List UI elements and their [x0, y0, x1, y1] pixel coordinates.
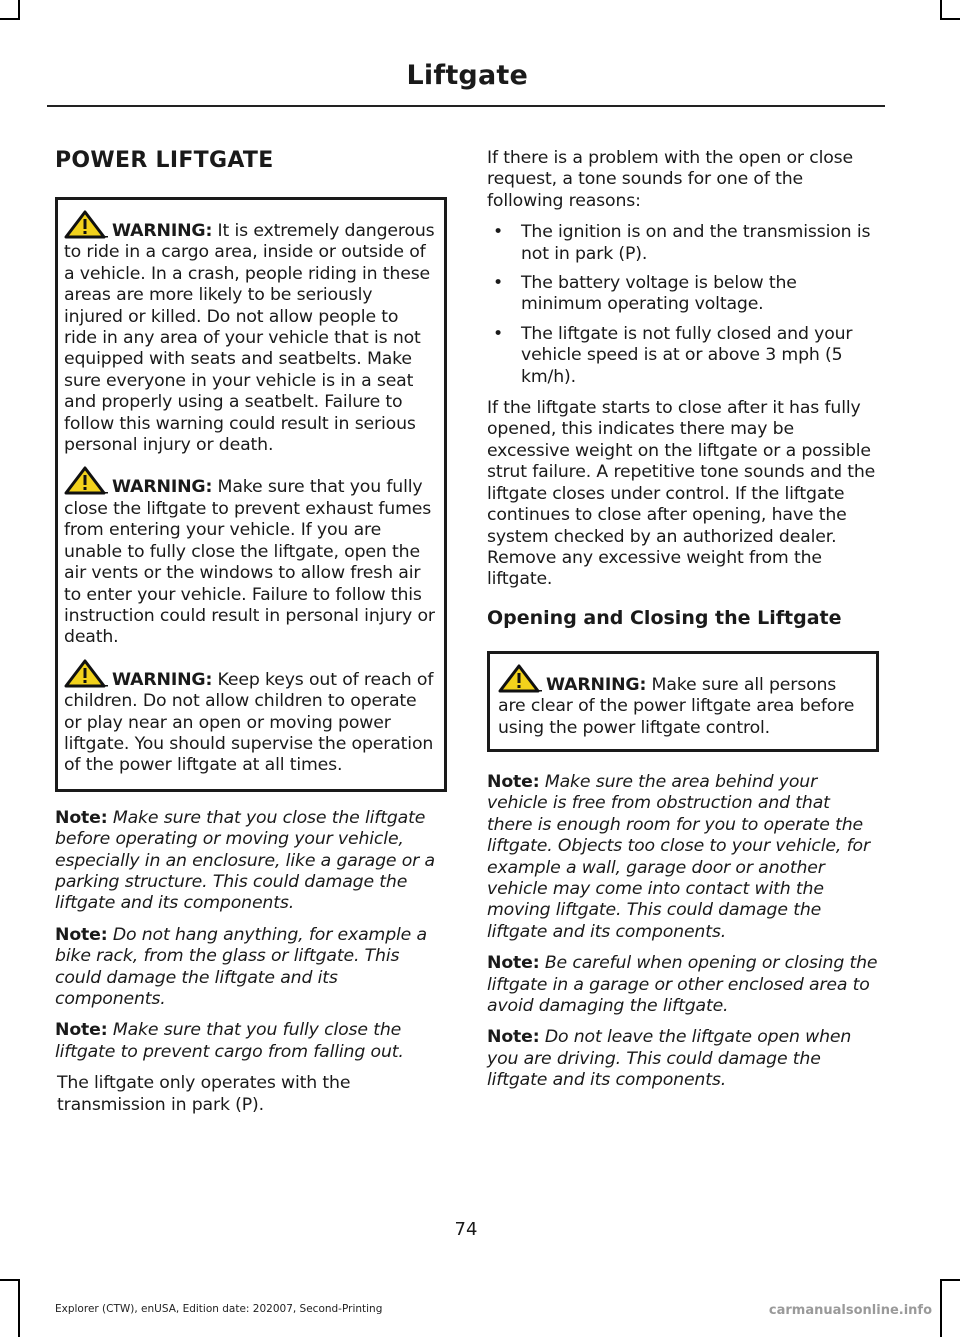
page-header-title: Liftgate	[406, 60, 528, 91]
warning-label: WARNING:	[546, 674, 647, 695]
warning-label: WARNING:	[112, 669, 213, 690]
warning-box	[55, 197, 447, 792]
warning-body: It is extremely dangerous to ride in a cargo area, inside or outside of a vehicle. In a crash, people riding in these areas are more likely to be seriously injured or killed. Do not allow people to ride in any area of your vehicle that is not equipped with seats and seatbelts. Make sure everyone in your vehicle is in a seat and properly using a seatbelt. Failure to follow this warning could result in serious personal injury or death.	[64, 221, 435, 456]
notes-group	[487, 772, 879, 1092]
note-label: Note:	[487, 1027, 540, 1048]
warning-body: Make sure that you fully close the liftgate to prevent exhaust fumes from entering your vehicle. If you are unable to fully close the liftgate, open the air vents or the windows to allow fresh air to enter your vehicle. Failure to follow this instruction could result in personal injury or death.	[64, 477, 435, 648]
list-item: • The ignition is on and the transmission is not in park (P).	[487, 222, 879, 265]
warning-box	[487, 651, 879, 752]
note-paragraph	[487, 953, 879, 1017]
warning-label: WARNING:	[112, 477, 213, 498]
body-paragraph: If the liftgate starts to close after it has fully opened, this indicates there may be excessive weight on the liftgate or a possible strut failure. A repetitive tone sounds and the liftgate closes under control. If the liftgate continues to close after opening, have the system checked by an authorized dealer. Remove any excessive weight from the liftgate.	[487, 398, 876, 590]
crop-mark	[0, 1279, 20, 1281]
warning-body: Make sure all persons are clear of the power liftgate area before using the power liftgate control.	[498, 674, 855, 738]
crop-mark	[940, 18, 960, 20]
crop-mark	[940, 1279, 960, 1281]
warning-text	[64, 659, 436, 777]
note-paragraph	[55, 808, 447, 915]
reasons-list	[487, 222, 879, 388]
note-paragraph	[55, 925, 447, 1011]
warning-body: Keep keys out of reach of children. Do not allow children to operate or play near an open or moving power liftgate. You should supervise the operation of the power liftgate at all times.	[64, 669, 434, 776]
header-divider	[47, 105, 885, 107]
right-column	[487, 148, 879, 1102]
note-text: Make sure that you fully close the liftgate to prevent cargo from falling out.	[55, 1020, 404, 1062]
warning-block	[64, 466, 436, 648]
warning-text	[64, 210, 436, 456]
warning-text	[498, 664, 868, 739]
note-label: Note:	[487, 771, 540, 792]
note-text: Make sure the area behind your vehicle is free from obstruction and that there is enough room for you to operate the liftgate. Objects too close to your vehicle, for example a wall, garage door or another vehicle may come into contact with the moving liftgate. This could damage the liftgate and its components.	[487, 771, 870, 942]
warning-text	[64, 466, 436, 648]
watermark: carmanualsonline.info	[768, 1303, 932, 1318]
list-item: • The liftgate is not fully closed and your vehicle speed is at or above 3 mph (5 km/h).	[487, 324, 879, 388]
crop-mark	[940, 1279, 942, 1337]
crop-mark	[940, 0, 942, 20]
page-number: 74	[454, 1219, 478, 1240]
notes-group	[55, 808, 447, 1063]
warning-triangle-icon	[498, 664, 542, 694]
warning-triangle-icon	[64, 210, 108, 240]
list-item: • The battery voltage is below the minimum operating voltage.	[487, 273, 879, 316]
warning-block	[64, 659, 436, 777]
footer-edition: Explorer (CTW), enUSA, Edition date: 202007, Second-Printing	[55, 1303, 383, 1315]
note-text: Make sure that you close the liftgate before operating or moving your vehicle, especially in an enclosure, like a garage or a parking structure. This could damage the liftgate and its components.	[55, 807, 435, 914]
crop-mark	[0, 18, 20, 20]
note-paragraph	[487, 1027, 879, 1091]
note-label: Note:	[55, 807, 108, 828]
crop-mark	[18, 1279, 20, 1337]
note-text: Be careful when opening or closing the liftgate in a garage or other enclosed area to avoid damaging the liftgate.	[487, 953, 878, 1016]
note-paragraph	[487, 772, 879, 943]
note-label: Note:	[55, 1020, 108, 1041]
warning-triangle-icon	[64, 659, 108, 689]
warning-block	[64, 210, 436, 456]
section-title: POWER LIFTGATE	[55, 148, 274, 173]
crop-mark	[18, 0, 20, 20]
warning-triangle-icon	[64, 466, 108, 496]
intro-paragraph: If there is a problem with the open or close request, a tone sounds for one of the following reasons:	[487, 148, 853, 211]
note-text: Do not leave the liftgate open when you are driving. This could damage the liftgate and its components.	[487, 1027, 852, 1091]
note-label: Note:	[487, 953, 540, 974]
note-label: Note:	[55, 924, 108, 945]
warning-label: WARNING:	[112, 221, 213, 241]
left-column	[55, 148, 447, 1126]
warning-block	[498, 664, 868, 739]
note-text: Do not hang anything, for example a bike rack, from the glass or liftgate. This could damage the liftgate and its components.	[55, 924, 427, 1009]
subsection-title: Opening and Closing the Liftgate	[487, 606, 842, 629]
note-paragraph	[55, 1020, 447, 1063]
body-paragraph: The liftgate only operates with the transmission in park (P).	[57, 1073, 351, 1115]
